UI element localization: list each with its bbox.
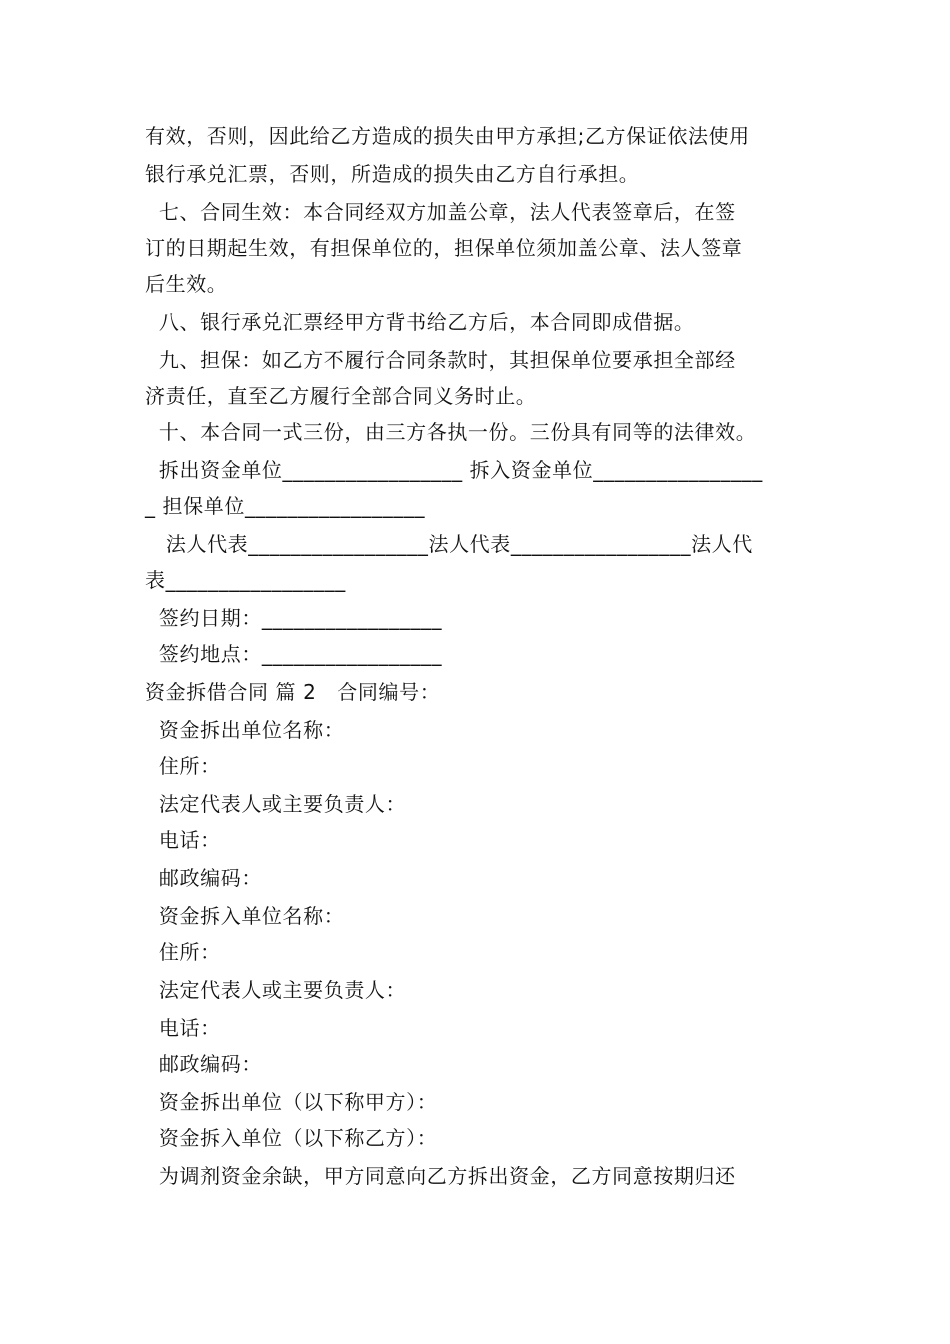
- text-line: 法定代表人或主要负责人：: [145, 978, 407, 1002]
- text-line: 住所：: [145, 754, 221, 778]
- sign-place-line: 签约地点：_________________: [145, 642, 443, 666]
- text-line: 资金拆出单位（以下称甲方）：: [145, 1090, 438, 1114]
- text-line: 资金拆入单位（以下称乙方）：: [145, 1126, 438, 1150]
- text-line: 九、担保：如乙方不履行合同条款时，其担保单位要承担全部经: [145, 348, 736, 372]
- sign-date-line: 签约日期：_________________: [145, 606, 443, 630]
- text-line: 邮政编码：: [145, 1052, 262, 1076]
- signature-line: 拆出资金单位_________________ 拆入资金单位________________: [145, 458, 763, 482]
- section-heading: 资金拆借合同 篇 2 合同编号：: [145, 680, 441, 704]
- text-line: 电话：: [145, 1016, 221, 1040]
- text-line: 电话：: [145, 828, 221, 852]
- text-line: 邮政编码：: [145, 866, 262, 890]
- signature-line: _ 担保单位_________________: [145, 494, 426, 518]
- text-line: 八、银行承兑汇票经甲方背书给乙方后，本合同即成借据。: [145, 310, 695, 334]
- text-line: 为调剂资金余缺，甲方同意向乙方拆出资金，乙方同意按期归还: [145, 1164, 736, 1188]
- text-line: 资金拆出单位名称：: [145, 718, 345, 742]
- text-line: 七、合同生效：本合同经双方加盖公章，法人代表签章后，在签: [145, 200, 736, 224]
- text-line: 法定代表人或主要负责人：: [145, 792, 407, 816]
- text-line: 银行承兑汇票，否则，所造成的损失由乙方自行承担。: [145, 162, 640, 186]
- text-line: 后生效。: [145, 272, 228, 296]
- text-line: 有效，否则，因此给乙方造成的损失由甲方承担;乙方保证依法使用: [145, 124, 750, 148]
- text-line: 资金拆入单位名称：: [145, 904, 345, 928]
- text-line: 十、本合同一式三份，由三方各执一份。三份具有同等的法律效。: [145, 420, 757, 444]
- text-line: 济责任，直至乙方履行全部合同义务时止。: [145, 384, 537, 408]
- text-line: 住所：: [145, 940, 221, 964]
- signature-line: 法人代表_________________法人代表_________________法人代: [145, 532, 753, 556]
- signature-line: 表_________________: [145, 568, 346, 592]
- text-line: 订的日期起生效，有担保单位的，担保单位须加盖公章、法人签章: [145, 236, 743, 260]
